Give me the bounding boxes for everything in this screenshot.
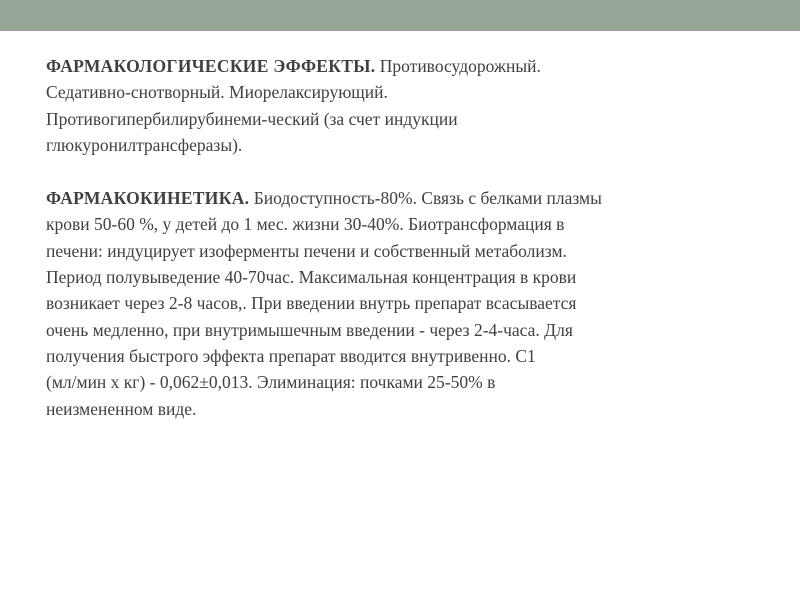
top-accent-bar bbox=[0, 0, 800, 31]
slide-content bbox=[46, 53, 766, 422]
kinetics-line-9: неизмененном виде. bbox=[46, 398, 197, 419]
kinetics-line-1 bbox=[46, 185, 766, 211]
kinetics-line-2: крови 50-60 %, у детей до 1 мес. жизни 30-40%. Биотрансформация в bbox=[46, 214, 565, 235]
effects-line-1 bbox=[46, 53, 766, 79]
kinetics-line-4: Период полувыведение 40-70час. Максимальная концентрация в крови bbox=[46, 267, 577, 288]
pharmacological-effects-paragraph bbox=[46, 53, 766, 158]
kinetics-line-3: печени: индуцирует изоферменты печени и собственный метаболизм. bbox=[46, 240, 567, 261]
kinetics-text: Биодоступность-80%. Связь с белками плазмы bbox=[249, 188, 602, 209]
effects-line-2: Седативно-снотворный. Миорелаксирующий. bbox=[46, 82, 388, 103]
kinetics-heading: ФАРМАКОКИНЕТИКА. bbox=[46, 188, 250, 209]
kinetics-line-5: возникает через 2-8 часов,. При введении внутрь препарат всасывается bbox=[46, 293, 577, 314]
pharmacokinetics-paragraph bbox=[46, 185, 766, 422]
effects-heading: ФАРМАКОЛОГИЧЕСКИЕ ЭФФЕКТЫ. bbox=[46, 56, 376, 76]
kinetics-line-7: получения быстрого эффекта препарат вводится внутривенно. С1 bbox=[46, 345, 536, 366]
kinetics-line-6: очень медленно, при внутримышечным введении - через 2-4-часа. Для bbox=[46, 319, 573, 340]
effects-line-3: Противогипербилирубинеми-ческий (за счет индукции bbox=[46, 108, 458, 129]
kinetics-line-8: (мл/мин х кг) - 0,062±0,013. Элиминация: почками 25-50% в bbox=[46, 372, 496, 393]
effects-text: Противосудорожный. bbox=[375, 56, 541, 76]
effects-line-4: глюкуронилтрансферазы). bbox=[46, 134, 243, 155]
